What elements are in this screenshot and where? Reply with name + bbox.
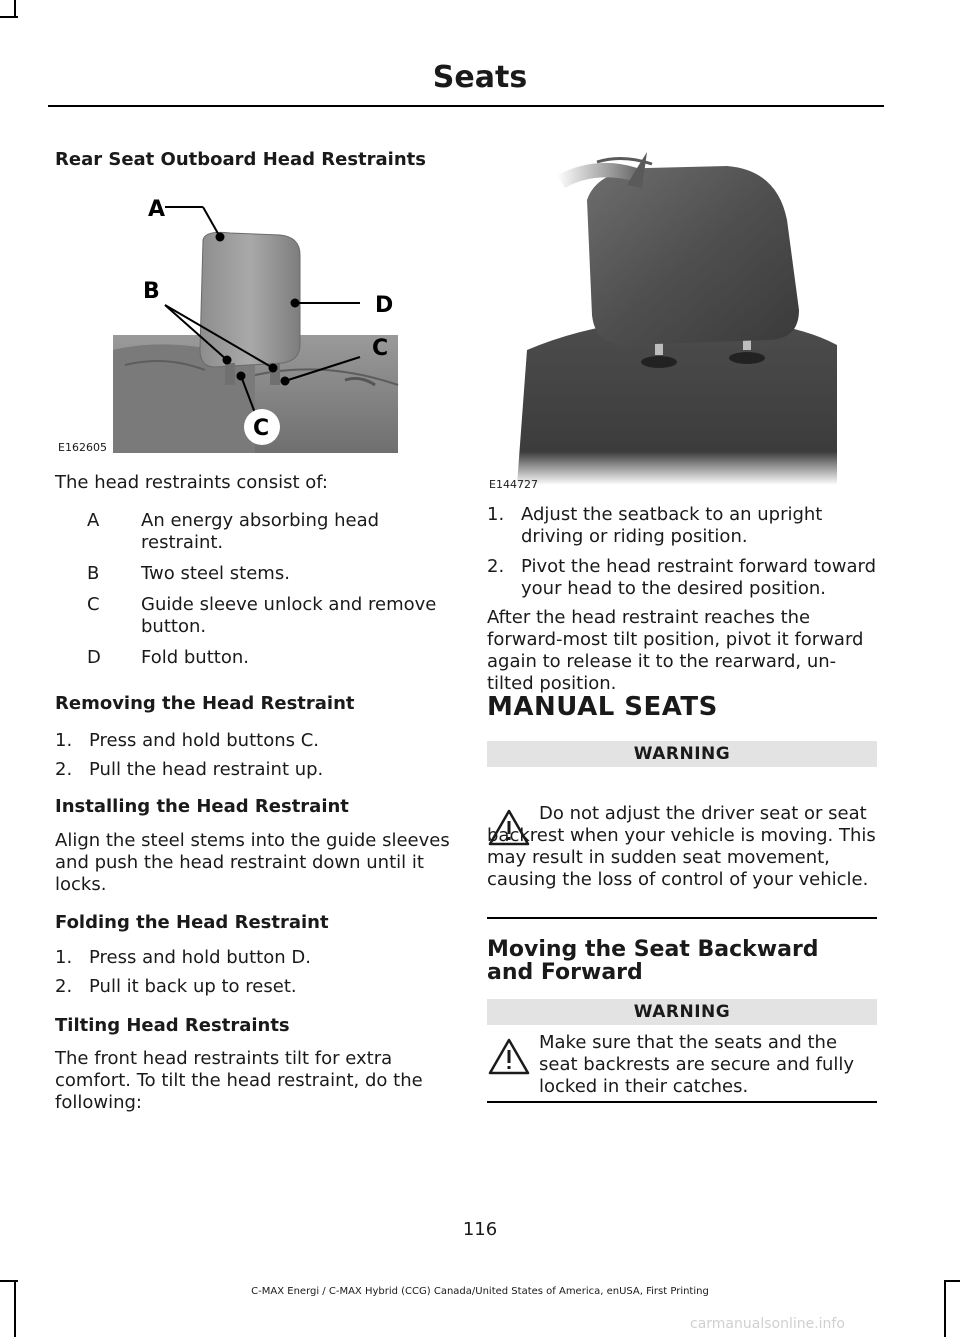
- figure-label-b: B: [143, 279, 160, 304]
- warning-header: WARNING: [487, 741, 877, 767]
- warning-header: WARNING: [487, 999, 877, 1025]
- warning-text: [539, 1032, 879, 1098]
- step-number: 1.: [55, 947, 73, 968]
- crop-mark: [0, 16, 18, 18]
- definition-key: D: [87, 647, 101, 668]
- page-number: 116: [462, 1219, 498, 1240]
- warning-text-body: Make sure that the seats and the seat backrests are secure and fully locked in their catches.: [539, 1032, 855, 1097]
- header-divider: [48, 105, 884, 107]
- definition-text: Guide sleeve unlock and remove button.: [141, 594, 437, 637]
- installing-text: Align the steel stems into the guide sleeves and push the head restraint down until it locks.: [55, 830, 450, 895]
- section-title-manual-seats: MANUAL SEATS: [487, 692, 718, 722]
- definition-key: A: [87, 510, 100, 531]
- step-number: 1.: [55, 730, 73, 751]
- step-number: 2.: [487, 556, 505, 577]
- section-title-installing: Installing the Head Restraint: [55, 796, 349, 817]
- step-text: Press and hold buttons C.: [89, 730, 320, 751]
- front-head-restraint-figure: [487, 140, 879, 485]
- tilt-release-text: After the head restraint reaches the forward-most tilt position, pivot it forward again to release it to the rearward, un-tilted position.: [487, 607, 864, 694]
- front-head-restraint-illustration: [487, 140, 879, 485]
- watermark: carmanualsonline.info: [690, 1316, 845, 1332]
- step-text: Pull the head restraint up.: [89, 759, 324, 780]
- definition-list: [55, 510, 450, 670]
- definition-key: B: [87, 563, 100, 584]
- restraints-intro: The head restraints consist of:: [55, 472, 328, 493]
- section-title-rear-restraints: Rear Seat Outboard Head Restraints: [55, 149, 426, 170]
- figure-code: E162605: [58, 441, 107, 454]
- figure-code: E144727: [489, 478, 538, 491]
- page-title: Seats: [432, 60, 528, 95]
- tilting-text: The front head restraints tilt for extra comfort. To tilt the head restraint, do the following:: [55, 1048, 423, 1113]
- warning-icon: [487, 1037, 531, 1077]
- step-number: 2.: [55, 976, 73, 997]
- step-text: Pull it back up to reset.: [89, 976, 297, 997]
- warning-triangle-icon: [487, 1037, 531, 1077]
- step-text: Press and hold button D.: [89, 947, 311, 968]
- step-text: Pivot the head restraint forward toward your head to the desired position.: [521, 556, 877, 599]
- section-title-moving-seat: Moving the Seat Backward and Forward: [487, 937, 819, 985]
- step-text: Adjust the seatback to an upright driving or riding position.: [521, 504, 823, 547]
- figure-label-d: D: [375, 293, 394, 318]
- crop-mark: [0, 1280, 18, 1282]
- section-title-folding: Folding the Head Restraint: [55, 912, 329, 933]
- figure-label-c: C: [372, 336, 389, 361]
- definition-text: Two steel stems.: [141, 563, 290, 584]
- section-title-tilting: Tilting Head Restraints: [55, 1015, 290, 1036]
- definition-key: C: [87, 594, 100, 615]
- warning-text: [487, 803, 879, 891]
- step-number: 1.: [487, 504, 505, 525]
- section-title-removing: Removing the Head Restraint: [55, 693, 355, 714]
- footer-line: C-MAX Energi / C-MAX Hybrid (CCG) Canada/United States of America, enUSA, First Printing: [251, 1286, 709, 1297]
- figure-label-a: A: [148, 197, 166, 222]
- warning-divider: [487, 917, 877, 919]
- rear-head-restraint-figure: [55, 185, 400, 460]
- warning-text-body: Do not adjust the driver seat or seat backrest when your vehicle is moving. This may result in sudden seat movement, causing the loss of control of your vehicle.: [487, 803, 876, 890]
- warning-divider: [487, 1101, 877, 1103]
- step-number: 2.: [55, 759, 73, 780]
- rear-head-restraint-illustration: [55, 185, 400, 460]
- definition-text: An energy absorbing head restraint.: [141, 510, 380, 553]
- definition-text: Fold button.: [141, 647, 249, 668]
- figure-label-c-lower: C: [253, 416, 270, 441]
- crop-mark: [944, 1280, 960, 1282]
